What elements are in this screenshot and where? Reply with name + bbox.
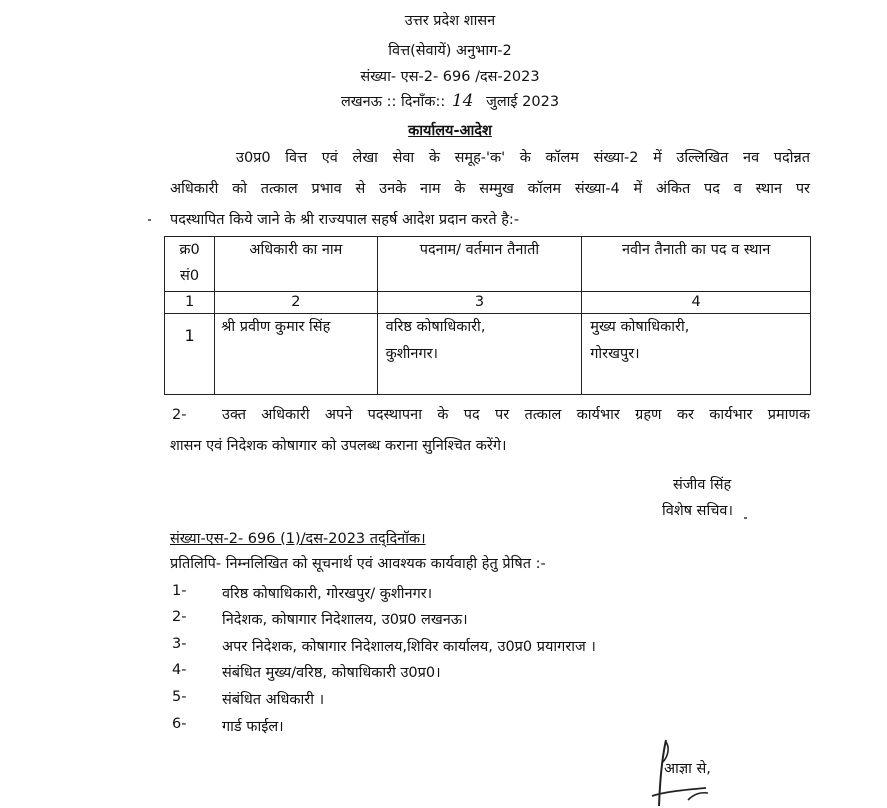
header-officer-name: अधिकारी का नाम	[215, 237, 378, 292]
list-item-number: 4-	[172, 662, 187, 678]
intro-line-3: पदस्थापित किये जाने के श्री राज्यपाल सहर्ष आदेश प्रदान करते है:-	[170, 212, 520, 228]
date-day: 14	[451, 91, 474, 111]
row-serial: 1	[165, 314, 215, 395]
list-item: वरिष्ठ कोषाधिकारी, गोरखपुर/ कुशीनगर।	[222, 586, 433, 602]
row-officer-name: श्री प्रवीण कुमार सिंह	[215, 314, 378, 395]
header-serial-line-2: सं0	[180, 268, 200, 284]
header-serial-line-1: क्र0	[179, 242, 200, 258]
header-current-posting: पदनाम/ वर्तमान तैनाती	[377, 237, 582, 292]
new-location: गोरखपुर।	[590, 346, 640, 362]
column-number-2: 2	[215, 292, 378, 314]
list-item: अपर निदेशक, कोषागार निदेशालय,शिविर कार्यालय, उ0प्र0 प्रयागराज ।	[222, 639, 596, 655]
scan-speck	[148, 219, 151, 221]
table-column-number-row	[165, 292, 811, 314]
column-number-4: 4	[582, 292, 811, 314]
signature-scribble	[630, 738, 740, 808]
posting-table	[164, 236, 811, 395]
closing-text: आज्ञा से,	[664, 761, 711, 777]
list-item: संबंधित अधिकारी ।	[222, 692, 325, 708]
intro-paragraph	[170, 143, 810, 236]
list-item-number: 3-	[172, 636, 187, 652]
date-month-year: जुलाई 2023	[486, 94, 560, 110]
row-new-posting	[582, 314, 811, 395]
current-location: कुशीनगर।	[385, 346, 439, 362]
department-section: वित्त(सेवायें) अनुभाग-2	[388, 43, 512, 59]
list-item: निदेशक, कोषागार निदेशालय, उ0प्र0 लखनऊ।	[222, 612, 468, 628]
column-number-3: 3	[377, 292, 582, 314]
list-item-number: 2-	[172, 609, 187, 625]
list-item-number: 6-	[172, 716, 187, 732]
signatory-name: संजीव सिंह	[673, 477, 732, 493]
para2-line-2: शासन एवं निदेशक कोषागार को उपलब्ध कराना सुनिश्चित करेंगे।	[170, 438, 507, 454]
list-item: गार्ड फाईल।	[222, 719, 284, 735]
table-header-row	[165, 237, 811, 292]
new-designation: मुख्य कोषाधिकारी,	[590, 319, 690, 335]
current-designation: वरिष्ठ कोषाधिकारी,	[385, 319, 486, 335]
para2-number: 2-	[172, 407, 187, 423]
para2-paragraph	[170, 400, 810, 462]
reference-number: संख्या- एस-2- 696 /दस-2023	[360, 69, 540, 85]
copy-reference: संख्या-एस-2- 696 (1)/दस-2023 तद्‌दिनॉक।	[170, 531, 426, 547]
date-prefix: लखनऊ :: दिनाँक::	[340, 94, 446, 110]
copy-intro: प्रतिलिपि- निम्नलिखित को सूचनार्थ एवं आवश्यक कार्यवाही हेतु प्रेषित :-	[170, 556, 546, 572]
table-row	[165, 314, 811, 395]
order-title: कार्यालय-आदेश	[408, 123, 492, 139]
para2-line-1: उक्त अधिकारी अपने पदस्थापना के पद पर तत्काल कार्यभार ग्रहण कर कार्यभार प्रमाणक	[222, 407, 810, 423]
header-serial-no	[165, 237, 215, 292]
scan-speck	[744, 517, 747, 519]
column-number-1: 1	[165, 292, 215, 314]
date-line	[0, 91, 887, 111]
intro-line-2: अधिकारी को तत्काल प्रभाव से उनके नाम के सम्मुख कॉलम संख्या-4 में अंकित पद व स्थान पर	[170, 181, 810, 197]
list-item-number: 5-	[172, 689, 187, 705]
list-item-number: 1-	[172, 583, 187, 599]
header-new-posting: नवीन तैनाती का पद व स्थान	[582, 237, 811, 292]
govt-name: उत्तर प्रदेश शासन	[404, 13, 496, 29]
signatory-designation: विशेष सचिव।	[662, 503, 733, 519]
row-current-posting	[377, 314, 582, 395]
list-item: संबंधित मुख्य/वरिष्ठ, कोषाधिकारी उ0प्र0।	[222, 665, 441, 681]
intro-line-1: उ0प्र0 वित्त एवं लेखा सेवा के समूह-'क' के कॉलम संख्या-2 में उल्लिखित नव पदोन्नत	[236, 150, 810, 166]
